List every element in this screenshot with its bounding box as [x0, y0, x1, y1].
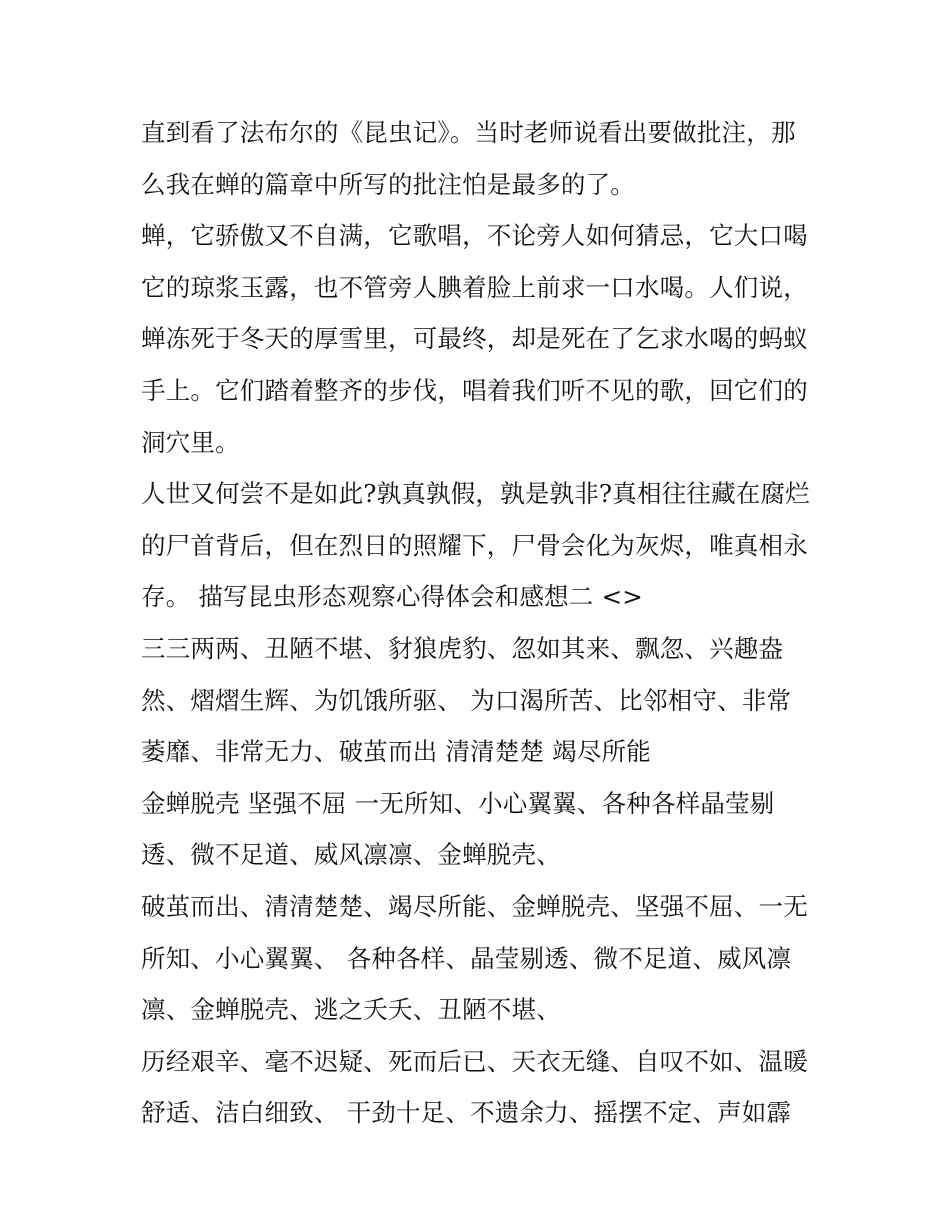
text-line: 凛、金蝉脱壳、逃之夭夭、丑陋不堪、 — [141, 995, 561, 1025]
text-line: 三三两两、丑陋不堪、豺狼虎豹、忽如其来、飘忽、兴趣盎 — [141, 633, 784, 663]
text-line: 直到看了法布尔的《昆虫记》。当时老师说看出要做批注，那 — [141, 118, 796, 147]
text-line: 手上。它们踏着整齐的步伐，唱着我们听不见的歌，回它们的 — [141, 375, 808, 405]
text-line: 所知、小心翼翼、 各种各样、晶莹剔透、微不足道、威风凛 — [141, 943, 792, 973]
text-line: 破茧而出、清清楚楚、竭尽所能、金蝉脱壳、坚强不屈、一无 — [141, 891, 808, 921]
text-line: 金蝉脱壳 坚强不屈 一无所知、小心翼翼、各种各样晶莹剔 — [141, 788, 775, 818]
text-line: 萎靡、非常无力、破茧而出 清清楚楚 竭尽所能 — [141, 737, 651, 767]
text-line: 蝉冻死于冬天的厚雪里，可最终，却是死在了乞求水喝的蚂蚁 — [141, 324, 808, 354]
document-body — [141, 107, 821, 1139]
text-line: 的尸首背后，但在烈日的照耀下，尸骨会化为灰烬，唯真相永 — [141, 530, 808, 560]
text-line: 然、熠熠生辉、为饥饿所驱、 为口渴所苦、比邻相守、非常 — [141, 685, 792, 715]
text-line: 人世又何尝不是如此?孰真孰假，孰是孰非?真相往往藏在腐烂 — [141, 479, 810, 509]
text-line: 么我在蝉的篇章中所写的批注怕是最多的了。 — [141, 169, 635, 199]
text-line: 舒适、洁白细致、 干劲十足、不遗余力、摇摆不定、声如霹 — [141, 1098, 792, 1128]
text-line: 历经艰辛、毫不迟疑、死而后已、天衣无缝、自叹不如、温暖 — [141, 1046, 808, 1076]
text-line: 存。 描写昆虫形态观察心得体会和感想二 <> — [141, 582, 644, 612]
text-line: 蝉，它骄傲又不自满，它歌唱，不论旁人如何猜忌，它大口喝 — [141, 221, 808, 251]
text-line: 它的琼浆玉露，也不管旁人腆着脸上前求一口水喝。人们说， — [141, 272, 808, 302]
text-line: 洞穴里。 — [141, 427, 240, 457]
text-line: 透、微不足道、威风凛凛、金蝉脱壳、 — [141, 840, 561, 870]
